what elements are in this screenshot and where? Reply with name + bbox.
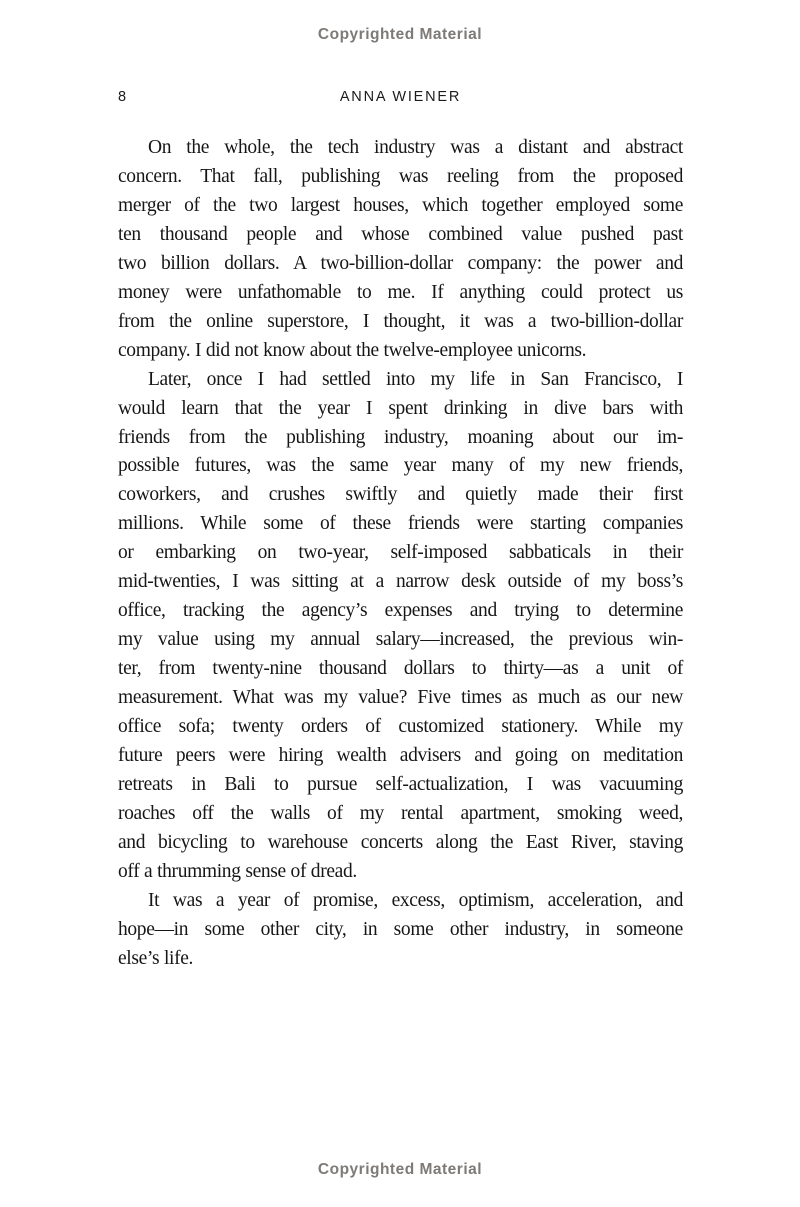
text-line: my value using my annual salary—increased, the previous win- — [118, 629, 683, 651]
text-line: possible futures, was the same year many of my new friends, — [118, 455, 683, 477]
text-line: and bicycling to warehouse concerts along the East River, staving — [118, 831, 683, 853]
text-line: would learn that the year I spent drinking in dive bars with — [118, 397, 683, 419]
text-line: two billion dollars. A two-billion-dollar company: the power and — [118, 252, 683, 274]
text-line: office sofa; twenty orders of customized stationery. While my — [118, 716, 683, 738]
text-line: hope—in some other city, in some other industry, in someone — [118, 918, 683, 940]
text-line: money were unfathomable to me. If anything could protect us — [118, 281, 683, 303]
text-line: off a thrumming sense of dread. — [118, 860, 357, 882]
text-line: friends from the publishing industry, moaning about our im- — [118, 426, 683, 448]
text-line: Later, once I had settled into my life in San Francisco, I — [148, 368, 683, 390]
text-line: from the online superstore, I thought, it was a two-billion-dollar — [118, 310, 683, 332]
text-line: coworkers, and crushes swiftly and quietly made their first — [118, 484, 683, 506]
text-line: company. I did not know about the twelve-employee unicorns. — [118, 339, 587, 361]
text-line: ten thousand people and whose combined value pushed past — [118, 223, 683, 245]
paragraph — [118, 887, 683, 974]
text-line: retreats in Bali to pursue self-actualization, I was vacuuming — [118, 773, 683, 795]
text-line: office, tracking the agency’s expenses and trying to determine — [118, 600, 683, 622]
text-line: millions. While some of these friends were starting companies — [118, 513, 683, 535]
text-line: or embarking on two-year, self-imposed sabbaticals in their — [118, 542, 683, 564]
running-title: ANNA WIENER — [339, 89, 462, 105]
copyright-banner-top: Copyrighted Material — [317, 26, 483, 43]
paragraph — [118, 134, 683, 366]
text-line: else’s life. — [118, 947, 194, 969]
text-line: merger of the two largest houses, which together employed some — [118, 194, 683, 216]
text-line: mid-twenties, I was sitting at a narrow desk outside of my boss’s — [118, 571, 683, 593]
page-number: 8 — [118, 89, 127, 105]
text-line: ter, from twenty-nine thousand dollars to thirty—as a unit of — [118, 658, 683, 680]
text-line: It was a year of promise, excess, optimism, acceleration, and — [148, 889, 683, 911]
copyright-banner-bottom: Copyrighted Material — [317, 1161, 483, 1178]
text-line: future peers were hiring wealth advisers and going on meditation — [118, 745, 683, 767]
running-header — [118, 89, 683, 109]
text-line: On the whole, the tech industry was a distant and abstract — [148, 137, 683, 158]
text-line: concern. That fall, publishing was reeling from the proposed — [118, 165, 683, 187]
text-line: measurement. What was my value? Five times as much as our new — [118, 687, 683, 709]
body-text — [118, 134, 683, 974]
paragraph — [118, 366, 683, 887]
text-line: roaches off the walls of my rental apartment, smoking weed, — [118, 802, 683, 824]
